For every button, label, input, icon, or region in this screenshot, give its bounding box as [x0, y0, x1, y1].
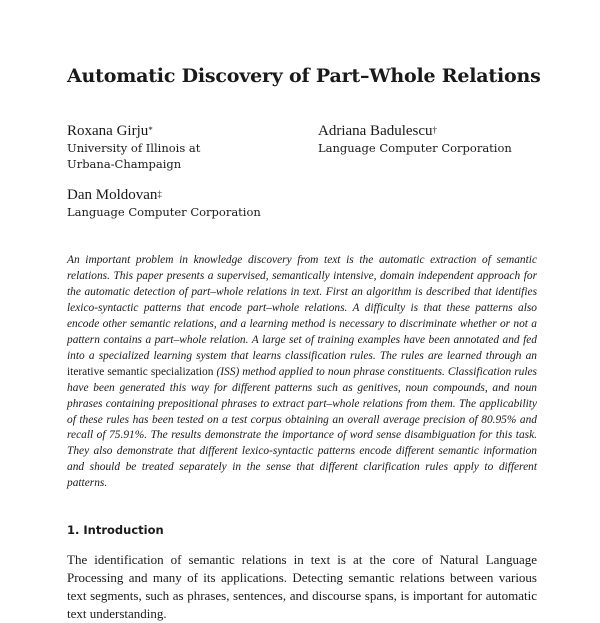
- author-footnote-mark: ‡: [157, 189, 162, 199]
- author-block-moldovan: [67, 186, 327, 220]
- author-name: Dan Moldovan‡: [67, 187, 162, 203]
- author-footnote-mark: *: [148, 125, 153, 135]
- author-affiliation: Language Computer Corporation: [318, 141, 512, 155]
- section-heading: 1. Introduction: [67, 523, 164, 537]
- section-body: The identification of semantic relations in text is at the core of Natural Language Processing and many of its applications. Detecting semantic relations between various text segments, such as phrases, sentences, and discourse spans, is important for automatic text understanding.: [67, 552, 537, 621]
- author-block-badulescu: [318, 122, 578, 156]
- paper-title: Automatic Discovery of Part–Whole Relations: [67, 65, 541, 87]
- abstract-term: iterative semantic specialization: [67, 365, 214, 378]
- author-name: Adriana Badulescu†: [318, 123, 438, 139]
- author-block-girju: [67, 122, 307, 172]
- author-affiliation: University of Illinois at: [67, 141, 201, 155]
- abstract: [67, 253, 537, 492]
- author-name: Roxana Girju*: [67, 123, 153, 139]
- abstract-text: (ISS) method applied to noun phrase constituents. Classification rules have been generated this way for different patterns such as genitives, noun compounds, and noun phrases containing prepositional phrases to extract part–whole relations from them. The applicability of these rules has been tested on a test corpus obtaining an overall average precision of 80.95% and recall of 75.91%. The results demonstrate the importance of word sense disambiguation for this task. They also demonstrate that different lexico-syntactic patterns encode different semantic information and should be treated separately in the sense that different clarification rules apply to different patterns.: [67, 365, 537, 490]
- abstract-text: An important problem in knowledge discovery from text is the automatic extraction of semantic relations. This paper presents a supervised, semantically intensive, domain independent approach for the automatic detection of part–whole relations in text. First an algorithm is described that identifies lexico-syntactic patterns that encode part–whole relations. A difficulty is that these patterns also encode other semantic relations, and a learning method is necessary to discriminate whether or not a pattern contains a part–whole relation. A large set of training examples have been annotated and fed into a specialized learning system that learns classification rules. The rules are learned through an: [67, 254, 537, 362]
- author-footnote-mark: †: [432, 125, 438, 135]
- author-affiliation: Urbana-Champaign: [67, 157, 182, 171]
- author-affiliation: Language Computer Corporation: [67, 205, 261, 219]
